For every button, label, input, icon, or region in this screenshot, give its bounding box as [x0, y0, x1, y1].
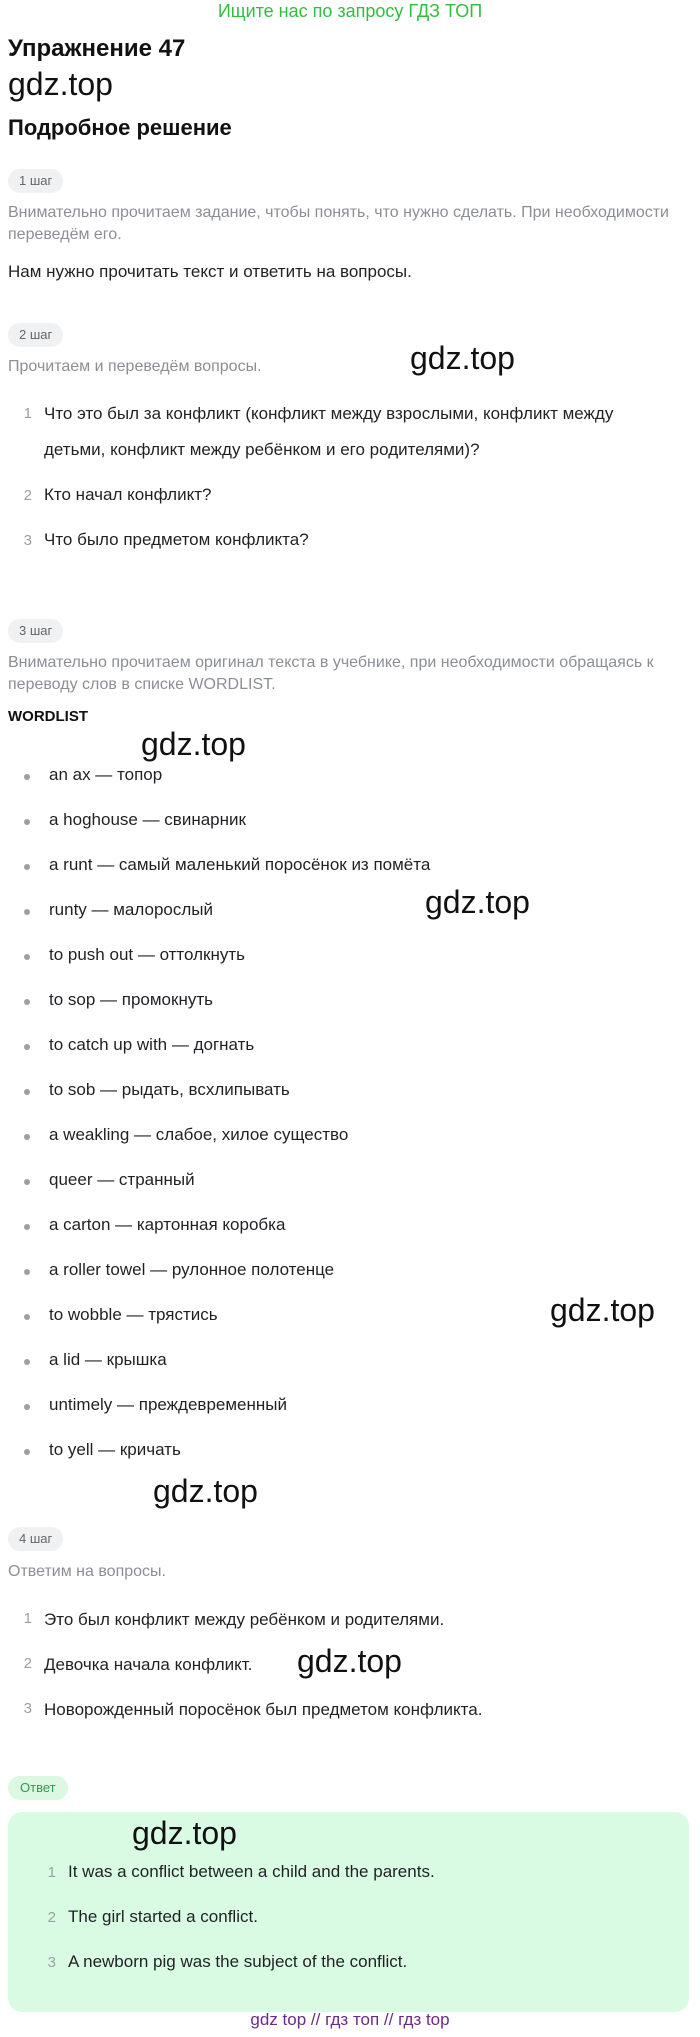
question-item: Что это был за конфликт (конфликт между взрослыми, конфликт между [44, 404, 614, 423]
answer-badge: Ответ [8, 1776, 68, 1800]
answer-item: A newborn pig was the subject of the conflict. [68, 1952, 408, 1971]
watermark: gdz.top [141, 726, 246, 762]
wordlist-item: untimely — преждевременный [49, 1395, 287, 1414]
answer-ru-item: Девочка начала конфликт. [44, 1655, 253, 1674]
list-number: 3 [23, 532, 32, 549]
footer-links[interactable]: gdz top // гдз топ // гдз top [250, 2010, 450, 2029]
wordlist-item: to catch up with — догнать [49, 1035, 255, 1054]
wordlist-item: to sop — промокнуть [49, 990, 213, 1009]
wordlist-item: a roller towel — рулонное полотенце [49, 1260, 335, 1279]
watermark: gdz.top [8, 66, 113, 102]
bullet-icon [24, 1224, 30, 1230]
answer-item: The girl started a conflict. [68, 1907, 258, 1926]
bullet-icon [24, 1044, 30, 1050]
answer-ru-item: Новорожденный поросёнок был предметом конфликта. [44, 1700, 483, 1719]
step-1-text: Нам нужно прочитать текст и ответить на вопросы. [8, 262, 412, 281]
wordlist-item: a lid — крышка [49, 1350, 167, 1369]
watermark: gdz.top [132, 1815, 237, 1851]
bullet-icon [24, 1449, 30, 1455]
wordlist-item: queer — странный [49, 1170, 195, 1189]
list-number: 3 [47, 1954, 56, 1971]
wordlist-item: to wobble — трястись [49, 1305, 218, 1324]
wordlist-item: a carton — картонная коробка [49, 1215, 286, 1234]
step-1-badge: 1 шаг [8, 169, 63, 193]
bullet-icon [24, 774, 30, 780]
wordlist-title: WORDLIST [8, 708, 88, 725]
wordlist-item: to sob — рыдать, всхлипывать [49, 1080, 290, 1099]
wordlist-item: to push out — оттолкнуть [49, 945, 245, 964]
bullet-icon [24, 1404, 30, 1410]
bullet-icon [24, 909, 30, 915]
bullet-icon [24, 954, 30, 960]
watermark: gdz.top [297, 1643, 402, 1679]
step-2-badge: 2 шаг [8, 323, 63, 347]
step-4-badge: 4 шаг [8, 1527, 63, 1551]
watermark: gdz.top [550, 1292, 655, 1328]
question-item-continued: детьми, конфликт между ребёнком и его родителями)? [44, 440, 480, 459]
wordlist-item: a weakling — слабое, хилое существо [49, 1125, 349, 1144]
bullet-icon [24, 999, 30, 1005]
wordlist-item: runty — малорослый [49, 900, 213, 919]
bullet-icon [24, 819, 30, 825]
solution-title: Подробное решение [8, 115, 232, 140]
exercise-title: Упражнение 47 [8, 35, 186, 62]
watermark: gdz.top [410, 340, 515, 376]
watermark: gdz.top [425, 884, 530, 920]
list-number: 1 [23, 1610, 32, 1627]
step-3-instruction: Внимательно прочитаем оригинал текста в учебнике, при необходимости обращаясь к переводу слов в списке WORDLIST. [8, 654, 654, 693]
bullet-icon [24, 1314, 30, 1320]
bullet-icon [24, 1134, 30, 1140]
list-number: 1 [23, 405, 32, 422]
top-banner[interactable]: Ищите нас по запросу ГДЗ ТОП [217, 1, 483, 21]
wordlist-item: a hoghouse — свинарник [49, 810, 246, 829]
bullet-icon [24, 1359, 30, 1365]
question-item: Что было предметом конфликта? [44, 530, 309, 549]
answer-ru-item: Это был конфликт между ребёнком и родителями. [44, 1610, 445, 1629]
wordlist-item: an ax — топор [49, 765, 163, 784]
list-number: 2 [23, 1655, 32, 1672]
answer-item: It was a conflict between a child and the parents. [68, 1862, 435, 1881]
list-number: 2 [23, 487, 32, 504]
wordlist-item: to yell — кричать [49, 1440, 181, 1459]
bullet-icon [24, 1269, 30, 1275]
wordlist-item: a runt — самый маленький поросёнок из помёта [49, 855, 431, 874]
step-4-instruction: Ответим на вопросы. [8, 1563, 166, 1580]
list-number: 3 [23, 1700, 32, 1717]
step-1-instruction: Внимательно прочитаем задание, чтобы понять, что нужно сделать. При необходимости переведём его. [8, 204, 669, 243]
step-2-instruction: Прочитаем и переведём вопросы. [8, 358, 262, 375]
list-number: 2 [47, 1909, 56, 1926]
watermark: gdz.top [153, 1473, 258, 1509]
list-number: 1 [47, 1864, 56, 1881]
bullet-icon [24, 864, 30, 870]
bullet-icon [24, 1089, 30, 1095]
step-3-badge: 3 шаг [8, 619, 63, 643]
bullet-icon [24, 1179, 30, 1185]
question-item: Кто начал конфликт? [44, 485, 212, 504]
